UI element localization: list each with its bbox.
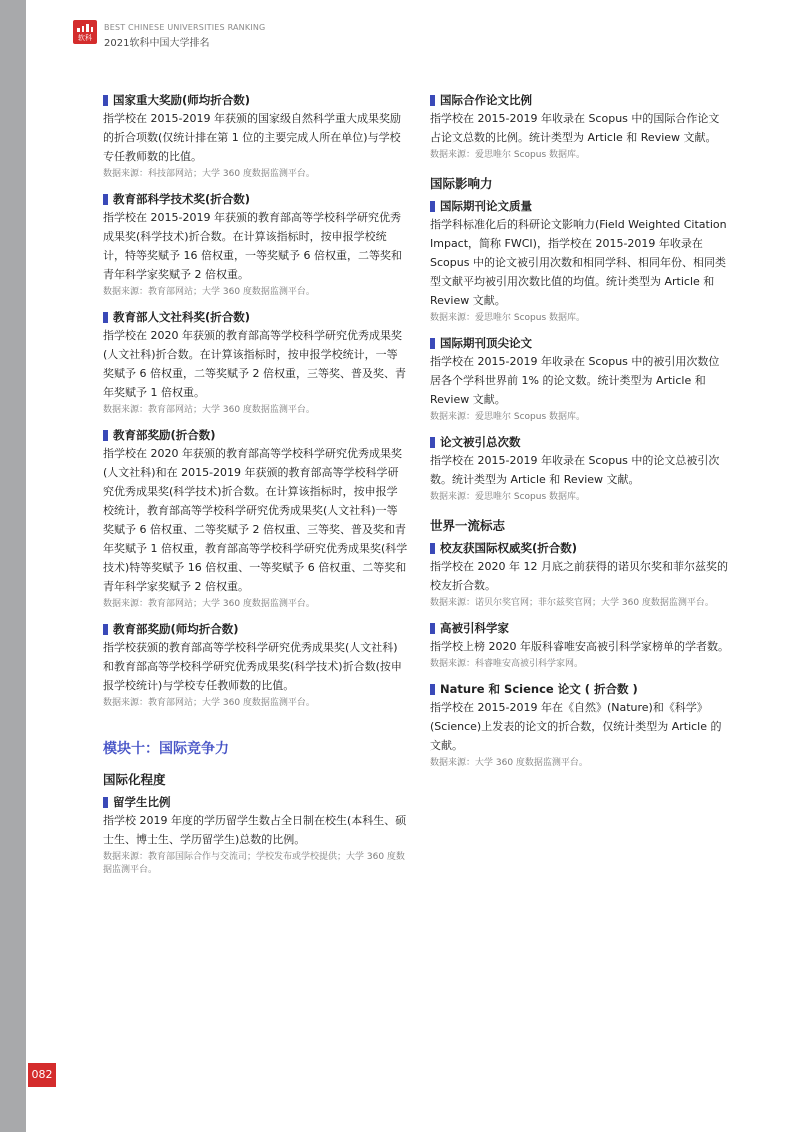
bookmark-icon [103,624,108,635]
bookmark-icon [430,684,435,695]
indicator-title: 国际期刊论文质量 [440,199,532,213]
data-source: 数据来源：科睿唯安高被引科学家网。 [430,659,584,669]
bookmark-icon [103,797,108,808]
brand-logo [73,20,97,44]
data-source: 数据来源：教育部国际合作与交流司；学校发布或学校提供；大学 360 度数据监测平台。 [103,852,405,875]
data-source: 数据来源：爱思唯尔 Scopus 数据库。 [430,150,585,160]
indicator-title: 教育部人文社科奖(折合数) [113,310,251,324]
indicator-item [430,92,730,162]
indicator-title: 国家重大奖励(师均折合数) [113,93,251,107]
indicator-item [103,427,408,611]
data-source: 数据来源：教育部网站；大学 360 度数据监测平台。 [103,599,315,609]
indicator-item [103,309,408,417]
data-source: 数据来源：诺贝尔奖官网；菲尔兹奖官网；大学 360 度数据监测平台。 [430,598,714,608]
indicator-item [103,92,408,181]
indicator-description: 指学校在 2015-2019 年收录在 Scopus 中的论文总被引次数。统计类型为 Article 和 Review 文献。 [430,454,720,486]
indicator-description: 指学校获颁的教育部高等学校科学研究优秀成果奖(人文社科)和教育部高等学校科学研究优秀成果奖(科学技术)折合数(按申报学校统计)与学校专任教师数的比值。 [103,641,402,692]
indicator-description: 指学校在 2015-2019 年获颁的国家级自然科学重大成果奖励的折合项数(仅统计排在第 1 位的主要完成人所在单位)与学校专任教师数的比值。 [103,112,401,163]
bookmark-icon [103,95,108,106]
indicator-title: 国际合作论文比例 [440,93,532,107]
indicator-description: 指学校在 2015-2019 年获颁的教育部高等学校科学研究优秀成果奖(科学技术)折合数。在计算该指标时，按申报学校统计，特等奖赋予 16 倍权重，一等奖赋予 6 倍权重，二等奖和青年科学家奖赋予 2 倍权重。 [103,211,402,281]
data-source: 数据来源：教育部网站；大学 360 度数据监测平台。 [103,698,315,708]
indicator-description: 指学校在 2020 年获颁的教育部高等学校科学研究优秀成果奖(人文社科)和在 2015-2019 年获颁的教育部高等学校科学研究优秀成果奖(科学技术)折合数。在计算该指标时，按申报学校统计，教育部高等学校科学研究优秀成果奖(人文社科)一等奖赋予 6 倍权重、二等奖赋予 2 倍权重、三等奖、普及奖和青年奖赋予 1 倍权重，教育部高等学校科学研究优秀成果奖(科学技术)特等奖赋予 16 倍权重、一等奖赋予 6 倍权重、二等奖和青年科学家奖赋予 2 倍权重。 [103,447,408,593]
indicator-item [430,335,730,424]
indicator-item [430,681,730,770]
indicator-title: 论文被引总次数 [440,435,521,449]
indicator-title: 留学生比例 [113,795,171,809]
logo-bars-icon [77,24,93,32]
indicator-description: 指学校在 2020 年获颁的教育部高等学校科学研究优秀成果奖(人文社科)折合数。在计算该指标时，按申报学校统计，一等奖赋予 6 倍权重，二等奖赋予 2 倍权重，三等奖、普及奖、青年奖赋予 1 倍权重。 [103,329,406,399]
page-number: 082 [28,1063,56,1087]
indicator-description: 指学校在 2020 年 12 月底之前获得的诺贝尔奖和菲尔兹奖的校友折合数。 [430,560,728,592]
data-source: 数据来源：教育部网站；大学 360 度数据监测平台。 [103,405,315,415]
bookmark-icon [103,312,108,323]
indicator-title: 教育部科学技术奖(折合数) [113,192,251,206]
indicator-item [430,434,730,504]
bookmark-icon [430,95,435,106]
indicator-item [430,620,730,671]
indicator-title: 高被引科学家 [440,621,509,635]
data-source: 数据来源：爱思唯尔 Scopus 数据库。 [430,313,585,323]
indicator-title: 教育部奖励(折合数) [113,428,216,442]
indicator-title: 教育部奖励(师均折合数) [113,622,239,636]
indicator-description: 指学校在 2015-2019 年收录在 Scopus 中的被引用次数位居各个学科世界前 1% 的论文数。统计类型为 Article 和 Review 文献。 [430,355,720,406]
indicator-description: 指学校在 2015-2019 年在《自然》(Nature)和《科学》(Science)上发表的论文的折合数，仅统计类型为 Article 的文献。 [430,701,722,752]
indicator-description: 指学科标准化后的科研论文影响力(Field Weighted Citation Impact，简称 FWCI)，指学校在 2015-2019 年收录在 Scopus 中的论文被引用次数和相同学科、相同年份、相同类型文献平均被引用次数比值的均值。统计类型为 Article 和 Review 文献。 [430,218,727,307]
bookmark-icon [430,201,435,212]
indicator-description: 指学校上榜 2020 年版科睿唯安高被引科学家榜单的学者数。 [430,640,729,653]
data-source: 数据来源：爱思唯尔 Scopus 数据库。 [430,412,585,422]
left-column [103,92,408,887]
data-source: 数据来源：科技部网站；大学 360 度数据监测平台。 [103,169,315,179]
indicator-title: 国际期刊顶尖论文 [440,336,532,350]
section-title: 国际化程度 [103,772,166,787]
indicator-item [103,191,408,299]
data-source: 数据来源：爱思唯尔 Scopus 数据库。 [430,492,585,502]
indicator-item [103,621,408,710]
data-source: 数据来源：教育部网站；大学 360 度数据监测平台。 [103,287,315,297]
indicator-description: 指学校 2019 年度的学历留学生数占全日制在校生(本科生、硕士生、博士生、学历留学生)总数的比例。 [103,814,407,846]
section-title: 世界一流标志 [430,518,506,533]
section-title: 国际影响力 [430,176,493,191]
indicator-title: 校友获国际权威奖(折合数) [440,541,578,555]
module-title: 模块十：国际竞争力 [103,741,229,757]
bookmark-icon [103,194,108,205]
indicator-item [430,540,730,610]
bookmark-icon [430,338,435,349]
indicator-item [103,794,408,877]
bookmark-icon [430,543,435,554]
header-english-title: BEST CHINESE UNIVERSITIES RANKING [104,23,266,32]
indicator-title: Nature 和 Science 论文 ( 折合数 ) [440,682,638,696]
header-chinese-title: 2021软科中国大学排名 [104,38,210,49]
right-column [430,92,730,780]
bookmark-icon [430,437,435,448]
indicator-item [430,198,730,325]
data-source: 数据来源：大学 360 度数据监测平台。 [430,758,588,768]
indicator-description: 指学校在 2015-2019 年收录在 Scopus 中的国际合作论文占论文总数的比例。统计类型为 Article 和 Review 文献。 [430,112,720,144]
bookmark-icon [430,623,435,634]
side-bar [0,0,26,1132]
logo-text: 软科 [78,34,92,42]
bookmark-icon [103,430,108,441]
